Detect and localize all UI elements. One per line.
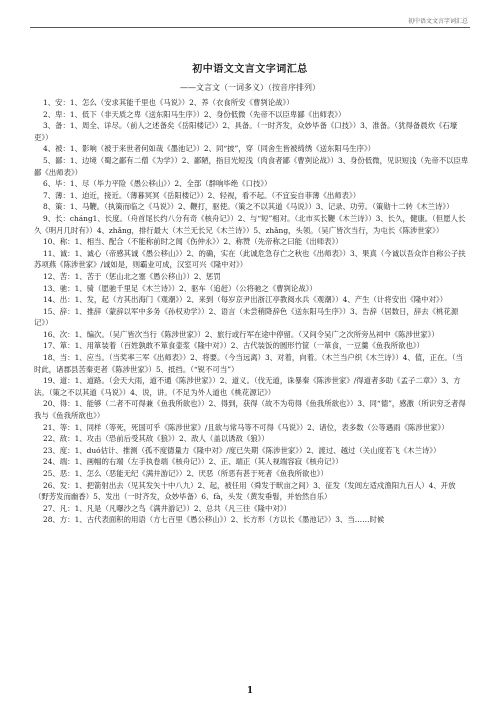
entry-13: 13、驰：1、骑（愿驰千里足《木兰诗》）2、驱车（追赶）（公将驰之《曹刿论战》） (43, 283, 317, 293)
entry-11: 11、诚：1、诚心（帝感其诚《愚公移山》）2、的确，实在（此诚危急存亡之秋也《出师表》）3、果真（今诚以吾众诈自称公子扶苏项燕《陈涉世家》/诚如是，则霸业可成，汉室可兴《隆中对》） (34, 248, 466, 270)
entry-20: 20、得：1、能够（二者不可得兼《鱼我所欲也》）2、得到，获得（故不为苟得《鱼我所欲也》）3、同“德”，感激（所识穷乏者得我与《鱼我所欲也》） (34, 399, 466, 421)
entry-19: 19、道：1、道路。（会天大雨，道不通《陈涉世家》）2、道义。（伐无道，诛暴秦《陈涉世家》/得道者多助《孟子二章》）3、方法。（策之不以其道《马说》）4、说，讲。（不足为外人道也《桃花源记》） (34, 376, 461, 397)
entry-26: 26、发：1、把箭射出去（见其发矢十中八九）2、起，被任用（舜发于畎亩之间）3、征发（发闾左适戍渔阳九百人）4、开放（野芳发而幽香）5、发出（一时齐发，众妙毕备）6、fà，头发（黄发垂髫，并怡然自乐） (34, 480, 456, 502)
entry-15: 15、辞：1、推辞（蒙辞以军中多务《孙权劝学》）2、语言（未尝稍降辞色《送东阳马生序》）3、告辞（居数日，辞去《桃花源记》） (34, 306, 459, 328)
entry-21: 21、等：1、同样（等死，死国可乎《陈涉世家》/且欲与常马等不可得《马说》）2、诸位，表多数（公等遇雨《陈涉世家》） (43, 422, 449, 432)
entry-10: 10、称：1、相当、配合（不能称前时之闻《伤仲永》）2、称赞（先帝称之曰能《出师表》） (43, 237, 343, 247)
entry-6: 6、毕：1、尽（毕力平险《愚公移山》）2、全部（群响毕绝《口技》） (43, 179, 272, 189)
entry-9: 9、长：cháng1、长度。（舟首尾长约八分有奇《核舟记》）2、与“短”相对。（北市买长鞭《木兰诗》）3、长久，健康。（但愿人长久《明月几时有》）4、zhǎng，排行最大（木兰无长兄《木兰诗》）5、zhǎng，头领。（吴广皆次当行，为屯长《陈涉世家》） (34, 213, 466, 235)
entry-3: 3、备：1、周全、详尽。（前人之述备矣《岳阳楼记》）2、具备。（一时齐发，众妙毕备《口技》）3、准备。（犹得备晨炊《石壕吏》） (34, 121, 458, 142)
entry-22: 22、敌：1、攻击（恐前后受其敌《狼》）2、敌人（盖以诱敌《狼》） (43, 434, 269, 444)
document-subtitle (0, 82, 500, 93)
entry-16: 16、次：1、编次。（吴广皆次当行《陈涉世家》）2、旅行或行军在途中停留。（又间令吴广之次所旁丛祠中《陈涉世家》） (43, 329, 439, 339)
entry-5: 5、鄙：1、边境（蜀之鄙有二僧《为学》）2、鄙陋，指目光短浅（肉食者鄙《曹刿论战》）3、身份低微，见识短浅（先帝不以臣卑鄙《出师表》） (34, 155, 469, 177)
document-title: 初中语文文言文字词汇总 (192, 64, 308, 75)
entry-24: 24、端：1、画幅的右端（左手执卷端《核舟记》）2、正、端正（其人视端容寂《核舟记》） (43, 457, 343, 467)
running-header: 初中语文文言字词汇总 (407, 18, 468, 25)
entry-28: 28、方：1、古代表面积的用语（方七百里《愚公移山》）2、长方形（方以长《墨池记》）3、当……时候 (43, 515, 385, 525)
header-divider (30, 27, 470, 28)
entry-list (34, 97, 470, 526)
entry-2: 2、卑：1、低下（非天质之卑《送东阳马生序》）2、身份低微（先帝不以臣卑鄙《出师表》） (43, 109, 346, 119)
entry-27: 27、凡：1、凡是（凡曝沙之鸟《满井游记》）2、总共（凡三往《隆中对》） (43, 503, 291, 513)
entry-4: 4、被：1、影响（被于来世者何如哉《墨池记》）2、同“披”，穿（同舍生皆被绮绣《送东阳马生序》） (43, 144, 376, 154)
entry-7: 7、薄：1、迫近，接近。（薄暮冥冥《岳阳楼记》）2、轻视，看不起。（不宜妄自菲薄《出师表》） (43, 190, 361, 200)
entry-8: 8、策：1、马鞭。（执策而临之《马说》）2、鞭打，驱使。（策之不以其道《马说》）3、记录、功劳。（策勋十二转《木兰诗》） (43, 202, 454, 212)
subtitle-main: ——文言文（一词多义） (180, 83, 268, 92)
entry-14: 14、出：1、发，起（方其出海门《观潮》）2、来到（每岁京尹出浙江亭教阅水兵《观潮》）4、产生（计将安出《隆中对》） (43, 295, 448, 305)
entry-25: 25、恶：1、怎么（恶能无纪《满井游记》）2、厌恶（所恶有甚于死者《鱼我所欲也》） (43, 469, 328, 478)
page-number: 1 (246, 686, 254, 696)
entry-23: 23、度：1、duó估计、推测（孤不度德量力《隆中对》/度已失期《陈涉世家》）2、渡过、越过（关山度若飞《木兰诗》） (43, 445, 441, 455)
entry-12: 12、苦：1、苦于（惩山北之塞《愚公移山》）2、惩罚 (43, 271, 221, 281)
entry-17: 17、箪：1、用箪装着（百姓孰敢不箪食壶浆《隆中对》）2、古代装饭的圆形竹筐（一箪食，一豆羹《鱼我所欲也》） (43, 341, 424, 351)
subtitle-note: （按音序排列） (268, 83, 320, 92)
entry-18: 18、当：1、应当。（当奖率三军《出师表》）2、将要。（今当远离）3、对着，向着。（木兰当户织《木兰诗》）4、值，正在。（当时此，诸郡县苦秦吏者《陈涉世家》）5、抵挡。（“锐不可当”） (34, 353, 463, 374)
entry-1: 1、安：1、怎么（安求其能千里也《马说》）2、养（衣食所安《曹刿论战》） (43, 98, 294, 107)
